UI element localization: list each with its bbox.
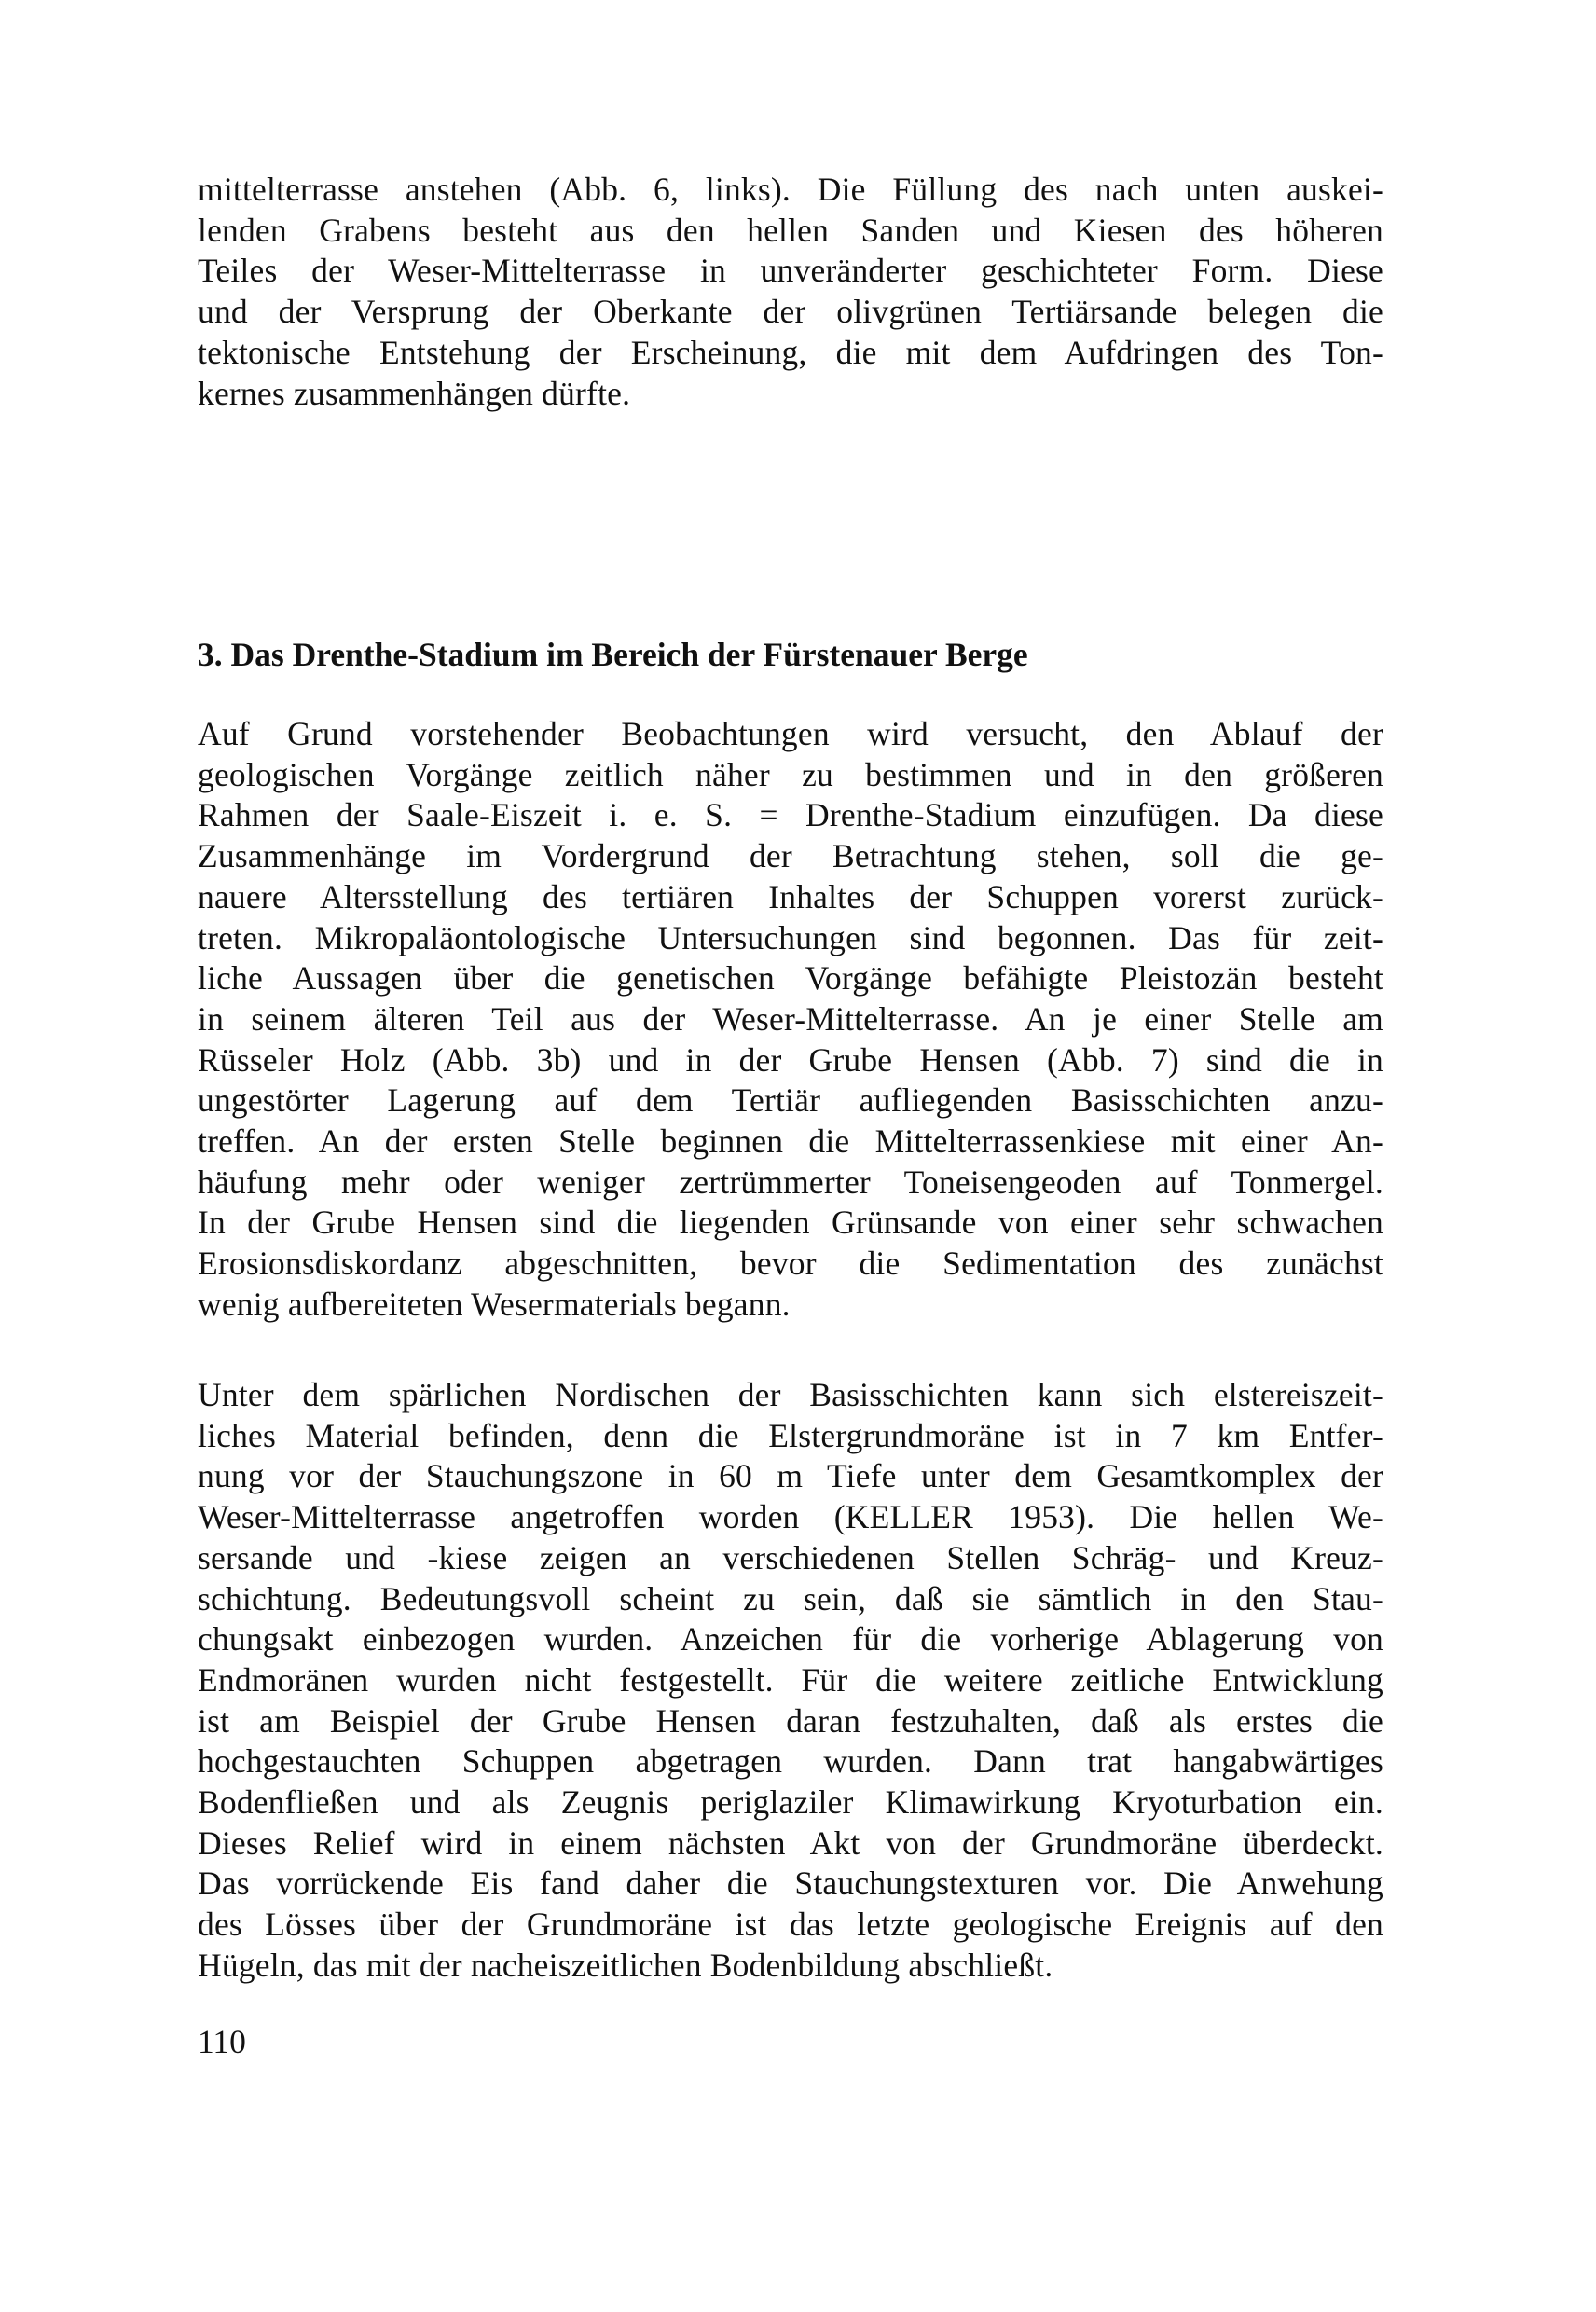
text-line: wenig aufbereiteten Wesermaterials begann.	[198, 1285, 791, 1323]
text-line: ungestörter Lagerung auf dem Tertiär aufliegenden Basisschichten anzu-	[198, 1081, 1383, 1120]
text-line: hochgestauchten Schuppen abgetragen wurden. Dann trat hangabwärtiges	[198, 1742, 1383, 1781]
text-line: mittelterrasse anstehen (Abb. 6, links). Die Füllung des nach unten auskei-	[198, 171, 1383, 208]
text-line: des Lösses über der Grundmoräne ist das letzte geologische Ereignis auf den	[198, 1906, 1383, 1944]
text-line: Rahmen der Saale-Eiszeit i. e. S. = Drenthe-Stadium einzufügen. Da diese	[198, 796, 1383, 834]
text-line: lenden Grabens besteht aus den hellen Sanden und Kiesen des höheren	[198, 211, 1383, 249]
paragraph-2	[198, 714, 1383, 1326]
text-line: Erosionsdiskordanz abgeschnitten, bevor die Sedimentation des zunächst	[198, 1245, 1383, 1283]
text-line: Auf Grund vorstehender Beobachtungen wird versucht, den Ablauf der	[198, 715, 1383, 752]
text-line: Das vorrückende Eis fand daher die Stauchungstexturen vor. Die Anwehung	[198, 1865, 1383, 1903]
text-line: Dieses Relief wird in einem nächsten Akt von der Grundmoräne überdeckt.	[198, 1823, 1383, 1862]
text-line: liche Aussagen über die genetischen Vorgänge befähigte Pleistozän besteht	[198, 959, 1383, 998]
text-line: treffen. An der ersten Stelle beginnen die Mittelterrassenkiese mit einer An-	[198, 1122, 1383, 1161]
text-line: In der Grube Hensen sind die liegenden Grünsande von einer sehr schwachen	[198, 1204, 1383, 1242]
text-line: Bodenfließen und als Zeugnis periglaziler Klimawirkung Kryoturbation ein.	[198, 1783, 1383, 1822]
text-line: kernes zusammenhängen dürfte.	[198, 374, 631, 412]
text-line: nauere Altersstellung des tertiären Inhaltes der Schuppen vorerst zurück-	[198, 877, 1383, 915]
text-line: chungsakt einbezogen wurden. Anzeichen für die vorherige Ablagerung von	[198, 1620, 1383, 1658]
text-line: Zusammenhänge im Vordergrund der Betrachtung stehen, soll die ge-	[198, 837, 1383, 875]
text-line: Hügeln, das mit der nacheiszeitlichen Bodenbildung abschließt.	[198, 1946, 1053, 1984]
text-line: Endmoränen wurden nicht festgestellt. Für die weitere zeitliche Entwicklung	[198, 1660, 1383, 1699]
page-number: 110	[198, 2023, 246, 2060]
text-line: sersande und -kiese zeigen an verschiedenen Stellen Schräg- und Kreuz-	[198, 1538, 1383, 1576]
paragraph-1	[198, 170, 1383, 414]
text-line: häufung mehr oder weniger zertrümmerter Toneisengeoden auf Tonmergel.	[198, 1163, 1383, 1201]
text-line: Unter dem spärlichen Nordischen der Basisschichten kann sich elstereiszeit-	[198, 1376, 1383, 1413]
text-line: liches Material befinden, denn die Elstergrundmoräne ist in 7 km Entfer-	[198, 1416, 1383, 1454]
text-line: Teiles der Weser-Mittelterrasse in unveränderter geschichteter Form. Diese	[198, 252, 1383, 290]
text-line: geologischen Vorgänge zeitlich näher zu bestimmen und in den größeren	[198, 755, 1383, 793]
text-line: ist am Beispiel der Grube Hensen daran festzuhalten, daß als erstes die	[198, 1701, 1383, 1740]
paragraph-3	[198, 1375, 1383, 1987]
text-line: Rüsseler Holz (Abb. 3b) und in der Grube Hensen (Abb. 7) sind die in	[198, 1040, 1383, 1079]
text-line: und der Versprung der Oberkante der olivgrünen Tertiärsande belegen die	[198, 293, 1383, 331]
section-heading: 3. Das Drenthe-Stadium im Bereich der Fürstenauer Berge	[198, 636, 1028, 673]
text-line: tektonische Entstehung der Erscheinung, die mit dem Aufdringen des Ton-	[198, 333, 1383, 371]
text-line: nung vor der Stauchungszone in 60 m Tiefe unter dem Gesamtkomplex der	[198, 1457, 1383, 1495]
text-line: in seinem älteren Teil aus der Weser-Mittelterrasse. An je einer Stelle am	[198, 999, 1383, 1038]
text-line: Weser-Mittelterrasse angetroffen worden (KELLER 1953). Die hellen We-	[198, 1498, 1383, 1536]
text-line: schichtung. Bedeutungsvoll scheint zu sein, daß sie sämtlich in den Stau-	[198, 1579, 1383, 1617]
text-line: treten. Mikropaläontologische Untersuchungen sind begonnen. Das für zeit-	[198, 918, 1383, 956]
